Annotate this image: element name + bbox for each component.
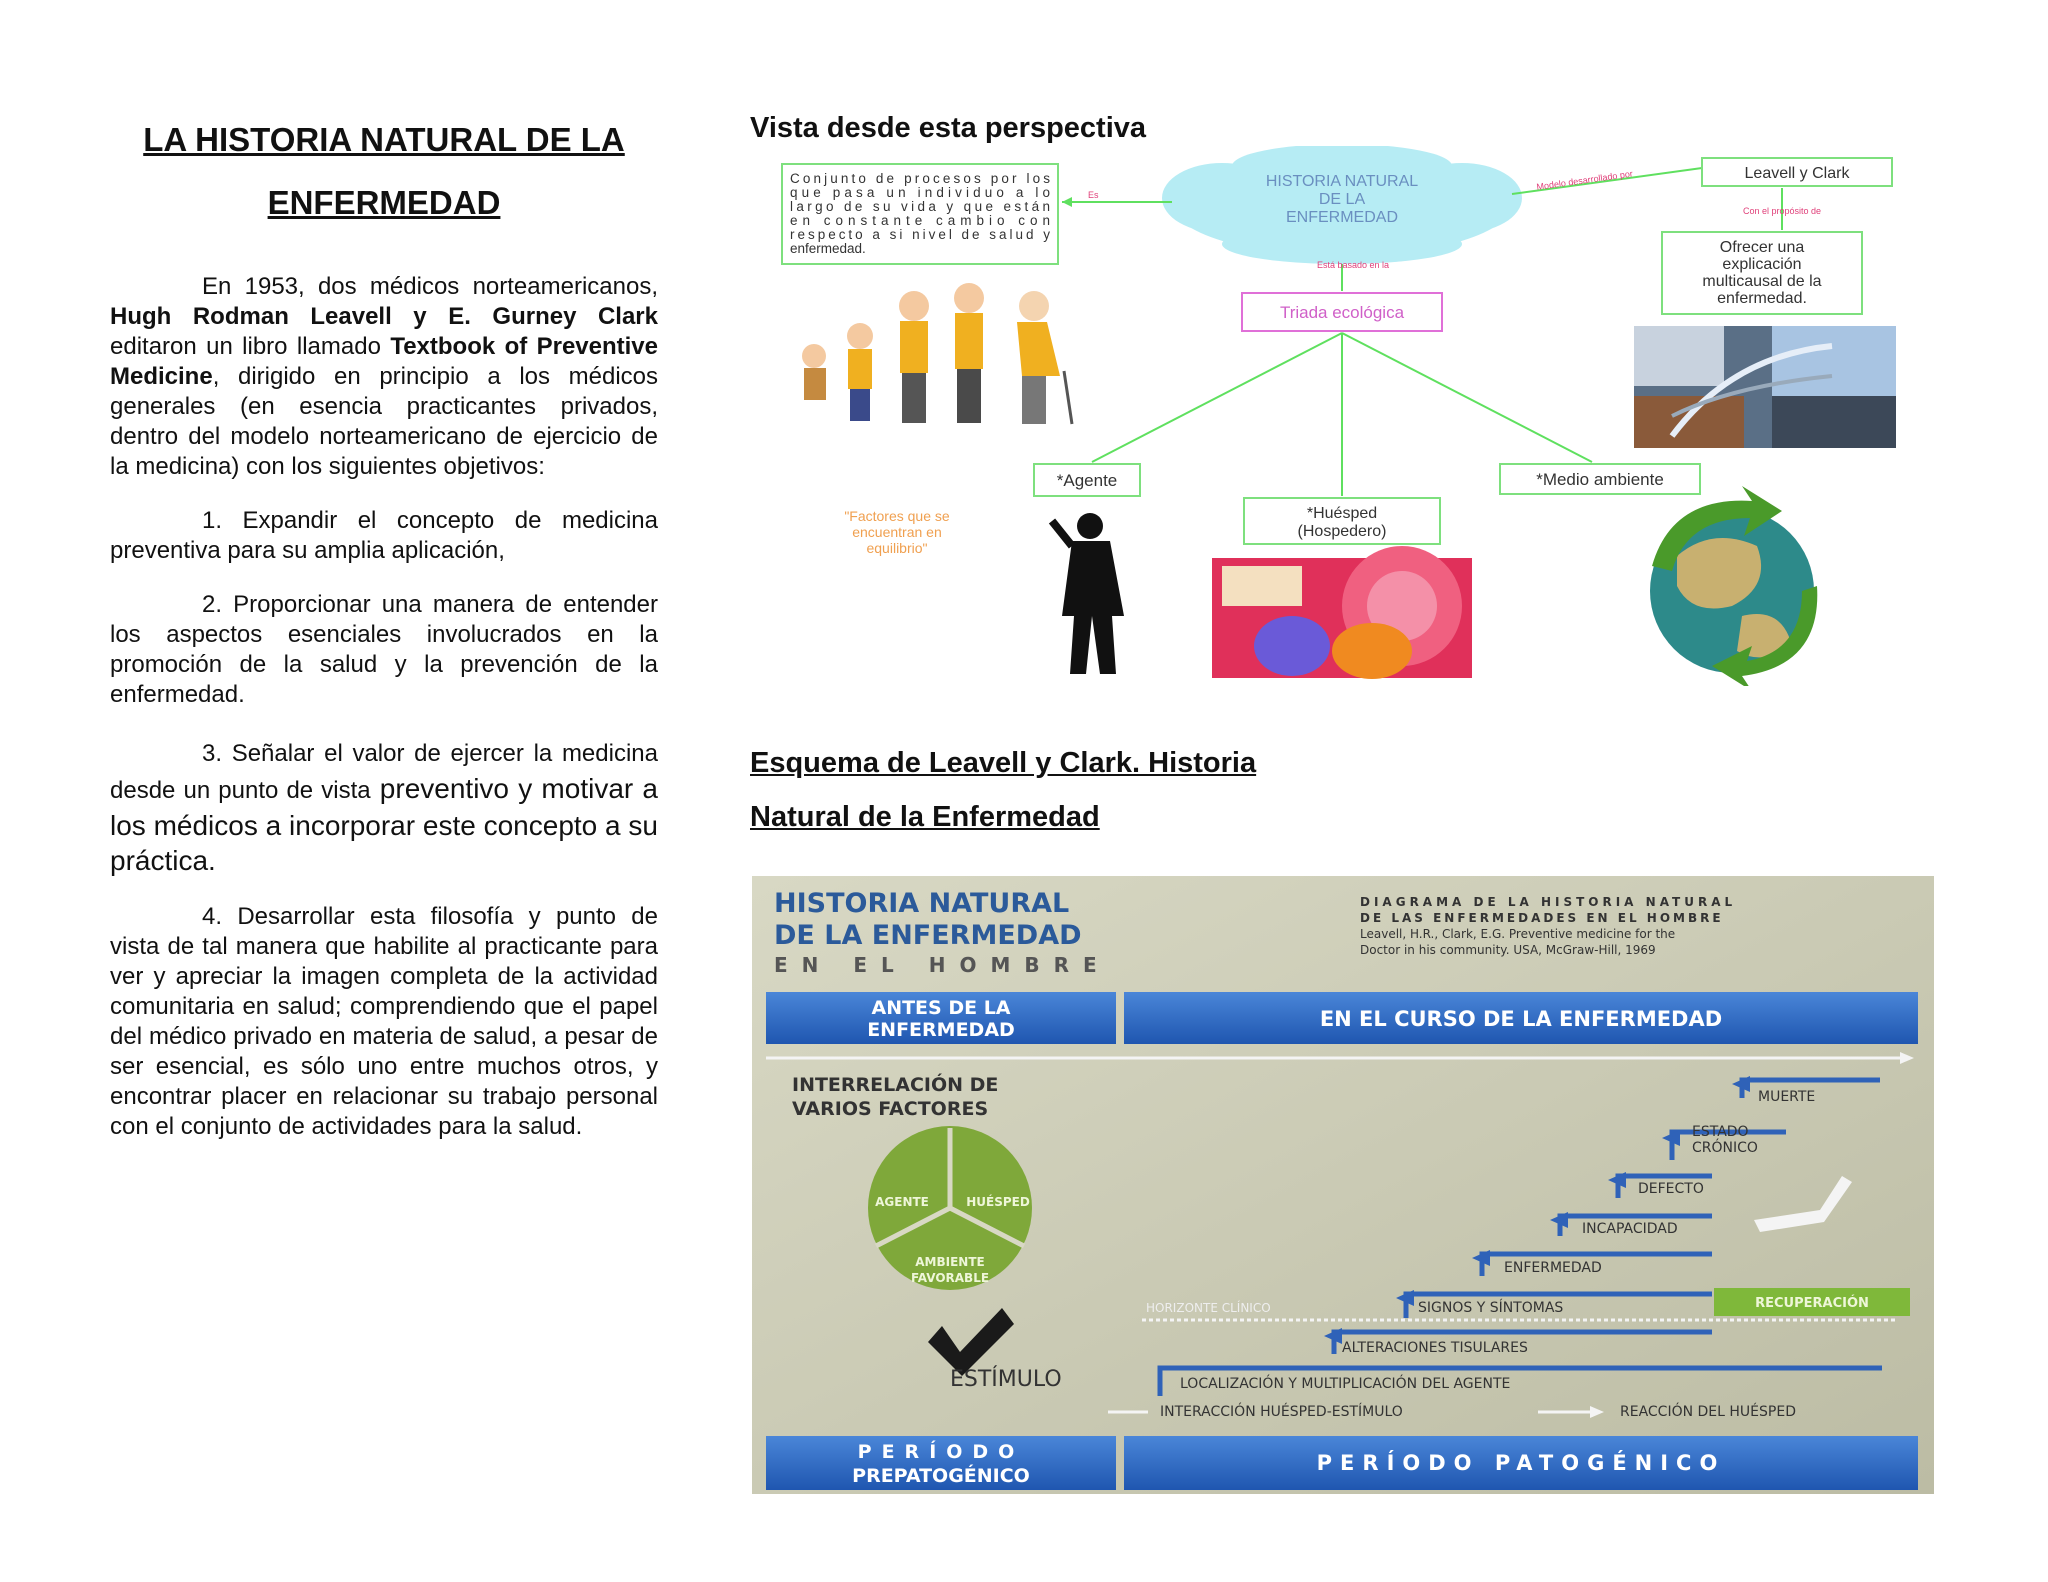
cloud-label-3: ENFERMEDAD <box>1285 209 1399 226</box>
purpose-line-3: multicausal de la <box>1702 273 1822 290</box>
triada-label: Triada ecológica <box>1279 303 1405 322</box>
factores-line-2: encuentran en <box>852 524 942 540</box>
interrelacion-label-1: INTERRELACIÓN DE <box>792 1074 999 1096</box>
patogenico-label: PERÍODO PATOGÉNICO <box>1316 1451 1726 1475</box>
title-line-2: ENFERMEDAD <box>267 184 501 221</box>
stage-signos: SIGNOS Y SÍNTOMAS <box>1418 1300 1564 1316</box>
scheme-figure <box>752 876 1934 1494</box>
label-es: Es <box>1088 190 1099 200</box>
scheme-title-1: HISTORIA NATURAL <box>774 888 1070 919</box>
factores-line-1: "Factores que se <box>844 508 950 524</box>
section-heading-scheme-line-2: Natural de la Enfermedad <box>750 801 1100 833</box>
article-column <box>110 108 658 1166</box>
triad-huesped: HUÉSPED <box>966 1195 1030 1209</box>
stage-alteraciones: ALTERACIONES TISULARES <box>1342 1340 1528 1356</box>
stage-localizacion: LOCALIZACIÓN Y MULTIPLICACIÓN DEL AGENTE <box>1180 1376 1511 1392</box>
title-line-1: LA HISTORIA NATURAL DE LA <box>143 121 625 158</box>
interaccion-label: INTERACCIÓN HUÉSPED-ESTÍMULO <box>1160 1404 1403 1420</box>
cloud-label-1: HISTORIA NATURAL <box>1265 173 1419 190</box>
cloud-label-2: DE LA <box>1318 191 1366 208</box>
objective-4: 4. Desarrollar esta filosofía y punto de vista de tal manera que habilite al practicante para ver y apreciar la imagen completa de la actividad comunitaria en salud; comprendiendo que el papel del médico privado en materia de salud, a pesar de ser esencial, es sólo uno entre muchos otros, y encontrar placer en relacionar su trabajo personal con el conjunto de actividades para la salud. <box>110 903 658 1140</box>
definition-line-2: que pasa un individuo a lo <box>790 185 1050 200</box>
objective-1: 1. Expandir el concepto de medicina preventiva para su amplia aplicación, <box>110 507 658 564</box>
concept-map-figure <box>772 146 1902 686</box>
definition-line-5: respecto a si nivel de salud y <box>790 227 1050 242</box>
concept-map-svg <box>772 146 1902 686</box>
stage-muerte: MUERTE <box>1758 1089 1816 1105</box>
scheme-svg <box>752 876 1934 1494</box>
reference-line-2: DE LAS ENFERMEDADES EN EL HOMBRE <box>1360 911 1724 925</box>
agente-label: *Agente <box>1056 471 1118 490</box>
huesped-label-1: *Huésped <box>1306 505 1378 522</box>
objective-2: 2. Proporcionar una manera de entender los aspectos esenciales involucrados en la promoción de la salud y la prevención de la enfermedad. <box>110 591 658 708</box>
recuperacion-label: RECUPERACIÓN <box>1755 1296 1869 1311</box>
antes-label-1: ANTES DE LA <box>871 997 1011 1019</box>
interrelacion-label-2: VARIOS FACTORES <box>792 1098 989 1120</box>
objective-3-text-b: preventivo y motivar a los médicos a incorporar este concepto a su práctica. <box>110 773 658 876</box>
intro-text-a: En 1953, dos médicos norteamericanos, <box>202 273 658 300</box>
reaccion-label: REACCIÓN DEL HUÉSPED <box>1620 1404 1796 1420</box>
objective-3-text-a: 3. Señalar el valor de ejercer la medicina desde un punto de vista <box>110 740 658 804</box>
definition-line-4: en constante cambio con <box>790 213 1050 228</box>
triad-ambiente-2: FAVORABLE <box>910 1271 990 1285</box>
scheme-title-3: EN EL HOMBRE <box>774 953 1111 977</box>
prepatogenico-label-2: PREPATOGÉNICO <box>852 1465 1030 1487</box>
definition-line-3: largo de su vida y que están <box>790 199 1050 214</box>
label-basado: Está basado en la <box>1317 260 1390 270</box>
stage-incapacidad: INCAPACIDAD <box>1582 1221 1678 1237</box>
triad-ambiente-1: AMBIENTE <box>915 1255 985 1269</box>
objective-3 <box>110 734 658 878</box>
purpose-line-1: Ofrecer una <box>1719 239 1805 256</box>
stage-estado-2: CRÓNICO <box>1692 1140 1758 1156</box>
reference-line-3: Leavell, H.R., Clark, E.G. Preventive medicine for the <box>1360 927 1676 941</box>
intro-paragraph <box>110 272 658 482</box>
agent-silhouette <box>1052 513 1124 674</box>
reference-line-1: DIAGRAMA DE LA HISTORIA NATURAL <box>1360 895 1737 909</box>
arrow-es-head <box>1062 197 1072 207</box>
scheme-title-2: DE LA ENFERMEDAD <box>774 920 1082 951</box>
reference-line-4: Doctor in his community. USA, McGraw-Hill, 1969 <box>1360 943 1656 957</box>
stage-enfermedad: ENFERMEDAD <box>1504 1260 1602 1276</box>
earth-recycle-image <box>1650 486 1817 686</box>
section-heading-perspective: Vista desde esta perspectiva <box>750 112 1147 144</box>
antes-label-2: ENFERMEDAD <box>867 1019 1015 1041</box>
article-body <box>110 272 658 1142</box>
label-modelo: Modelo desarrollado por <box>1535 168 1634 192</box>
definition-line-1: Conjunto de procesos por los <box>790 171 1050 186</box>
label-proposito: Con el propósito de <box>1742 206 1822 216</box>
stage-defecto: DEFECTO <box>1638 1181 1704 1197</box>
medio-label: *Medio ambiente <box>1536 470 1664 489</box>
intro-text-c: editaron un libro llamado <box>110 333 391 360</box>
huesped-label-2: (Hospedero) <box>1297 523 1387 540</box>
leavell-clark-label: Leavell y Clark <box>1744 165 1850 182</box>
horizonte-label: HORIZONTE CLÍNICO <box>1146 1301 1271 1315</box>
stage-estado-1: ESTADO <box>1692 1124 1749 1140</box>
purpose-line-2: explicación <box>1722 256 1802 273</box>
book-title: Textbook of Preventive Medicine <box>110 333 659 390</box>
estimulo-label: ESTÍMULO <box>950 1367 1062 1392</box>
family-illustration <box>802 283 1072 424</box>
triad-agente: AGENTE <box>875 1195 929 1209</box>
science-collage-image <box>1634 326 1896 448</box>
purpose-line-4: enfermedad. <box>1717 290 1807 307</box>
curso-label: EN EL CURSO DE LA ENFERMEDAD <box>1319 1007 1723 1031</box>
section-heading-scheme-line-1: Esquema de Leavell y Clark. Historia <box>750 747 1257 779</box>
definition-line-6: enfermedad. <box>790 241 866 256</box>
prepatogenico-label-1: PERÍODO <box>857 1441 1025 1463</box>
authors-name: Hugh Rodman Leavell y E. Gurney Clark <box>110 303 658 330</box>
host-cartoon-image <box>1212 546 1472 679</box>
factores-line-3: equilibrio" <box>866 540 928 556</box>
page-title <box>110 108 658 234</box>
intro-text-e: , dirigido en principio a los médicos generales (en esencia practicantes privados, dentro del modelo norteamericano de ejercicio de la medicina) con los siguientes objetivos: <box>110 363 658 480</box>
